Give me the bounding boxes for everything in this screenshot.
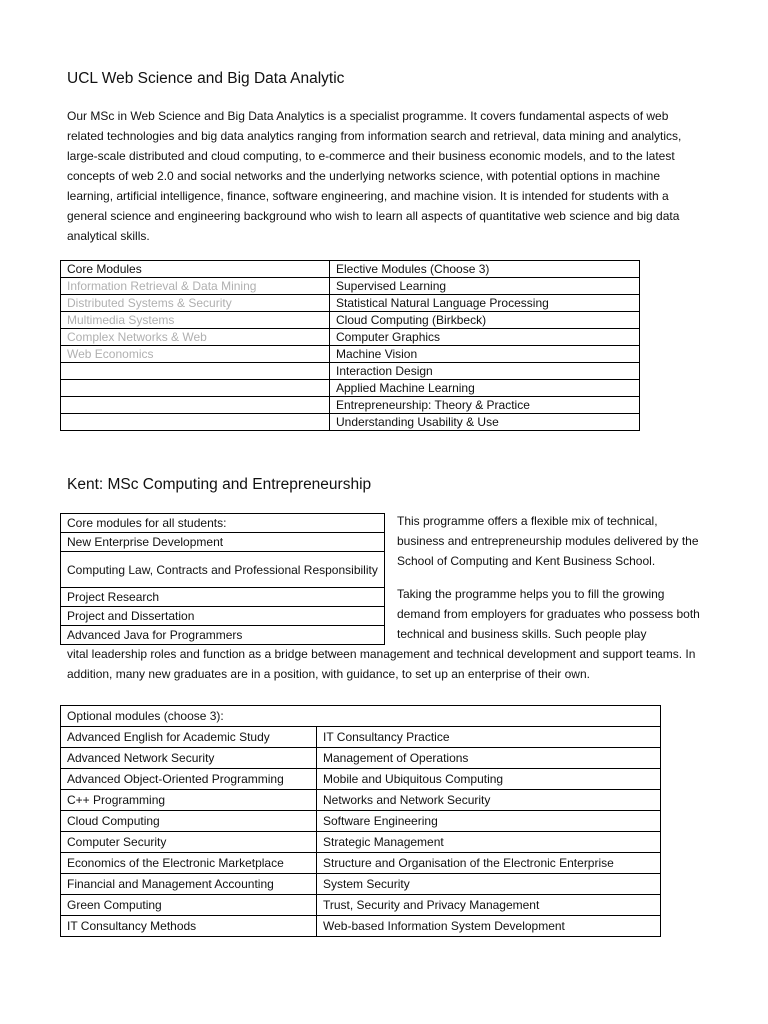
elective-module-cell: Supervised Learning [330,278,640,295]
optional-module-cell: IT Consultancy Practice [317,727,661,748]
table-row [61,895,661,916]
table-row [61,916,661,937]
optional-module-cell: Advanced Network Security [61,748,317,769]
optional-module-cell: Advanced English for Academic Study [61,727,317,748]
kent-heading: Kent: MSc Computing and Entrepreneurship [67,476,372,493]
ucl-modules-table [60,260,640,431]
optional-module-cell: System Security [317,874,661,895]
optional-module-cell: Trust, Security and Privacy Management [317,895,661,916]
kent-intro-paragraph: This programme offers a flexible mix of technical, business and entrepreneurship modules delivered by the School of Computing and Kent Business School. [397,514,699,568]
table-row [61,552,385,588]
optional-module-cell: C++ Programming [61,790,317,811]
table-row [61,278,640,295]
core-module-cell: Information Retrieval & Data Mining [61,278,330,295]
table-row [61,832,661,853]
core-module-cell: Distributed Systems & Security [61,295,330,312]
table-row [61,533,385,552]
elective-module-cell: Machine Vision [330,346,640,363]
core-module-cell [61,414,330,431]
core-modules-header: Core Modules [61,261,330,278]
table-row [61,748,661,769]
optional-module-cell: IT Consultancy Methods [61,916,317,937]
ucl-intro-paragraph: Our MSc in Web Science and Big Data Analytics is a specialist programme. It covers fundamental aspects of web related technologies and big data analytics ranging from information search and retrieval, data mining and analytics, large-scale distributed and cloud computing, to e-commerce and their business economic models, and to the latest concepts of web 2.0 and social networks and the underlying networks science, with potential options in machine learning, artificial intelligence, finance, software engineering, and machine vision. It is intended for students with a general science and engineering background who wish to learn all aspects of quantitative web science and big data analytical skills. [67,109,682,243]
kent-core-module-cell: Project and Dissertation [61,607,385,626]
table-row [61,397,640,414]
optional-module-cell: Networks and Network Security [317,790,661,811]
core-module-cell: Complex Networks & Web [61,329,330,346]
optional-module-cell: Computer Security [61,832,317,853]
table-header-row [61,706,661,727]
optional-module-cell: Structure and Organisation of the Electronic Enterprise [317,853,661,874]
elective-module-cell: Computer Graphics [330,329,640,346]
kent-core-module-cell: New Enterprise Development [61,533,385,552]
optional-module-cell: Software Engineering [317,811,661,832]
table-header-row [61,514,385,533]
elective-modules-header: Elective Modules (Choose 3) [330,261,640,278]
table-row [61,607,385,626]
table-row [61,769,661,790]
table-row [61,874,661,895]
elective-module-cell: Entrepreneurship: Theory & Practice [330,397,640,414]
elective-module-cell: Interaction Design [330,363,640,380]
table-row [61,329,640,346]
table-header-row [61,261,640,278]
table-row [61,380,640,397]
table-row [61,295,640,312]
core-module-cell [61,363,330,380]
optional-module-cell: Cloud Computing [61,811,317,832]
kent-optional-modules-table [60,705,661,937]
core-module-cell [61,380,330,397]
kent-core-module-cell: Computing Law, Contracts and Professional Responsibility [61,552,385,588]
table-row [61,414,640,431]
optional-module-cell: Strategic Management [317,832,661,853]
optional-module-cell: Advanced Object-Oriented Programming [61,769,317,790]
optional-module-cell: Management of Operations [317,748,661,769]
kent-demand-paragraph: Taking the programme helps you to fill the growing demand from employers for graduates who possess both technical and business skills. Such people play [397,587,700,641]
core-module-cell: Multimedia Systems [61,312,330,329]
elective-module-cell: Applied Machine Learning [330,380,640,397]
kent-optional-header: Optional modules (choose 3): [61,706,661,727]
kent-demand-paragraph-continued: vital leadership roles and function as a bridge between management and technical development and support teams. In addition, many new graduates are in a position, with guidance, to set up an enterprise of their own. [67,647,696,681]
table-row [61,626,385,645]
kent-core-module-cell: Advanced Java for Programmers [61,626,385,645]
table-row [61,312,640,329]
table-row [61,588,385,607]
kent-core-header: Core modules for all students: [61,514,385,533]
table-row [61,811,661,832]
elective-module-cell: Statistical Natural Language Processing [330,295,640,312]
optional-module-cell: Financial and Management Accounting [61,874,317,895]
table-row [61,363,640,380]
core-module-cell: Web Economics [61,346,330,363]
optional-module-cell: Mobile and Ubiquitous Computing [317,769,661,790]
kent-core-module-cell: Project Research [61,588,385,607]
optional-module-cell: Economics of the Electronic Marketplace [61,853,317,874]
table-row [61,790,661,811]
table-row [61,853,661,874]
ucl-heading: UCL Web Science and Big Data Analytic [67,70,345,87]
core-module-cell [61,397,330,414]
table-row [61,727,661,748]
optional-module-cell: Green Computing [61,895,317,916]
elective-module-cell: Understanding Usability & Use [330,414,640,431]
optional-module-cell: Web-based Information System Development [317,916,661,937]
table-row [61,346,640,363]
kent-core-modules-table [60,513,385,645]
elective-module-cell: Cloud Computing (Birkbeck) [330,312,640,329]
